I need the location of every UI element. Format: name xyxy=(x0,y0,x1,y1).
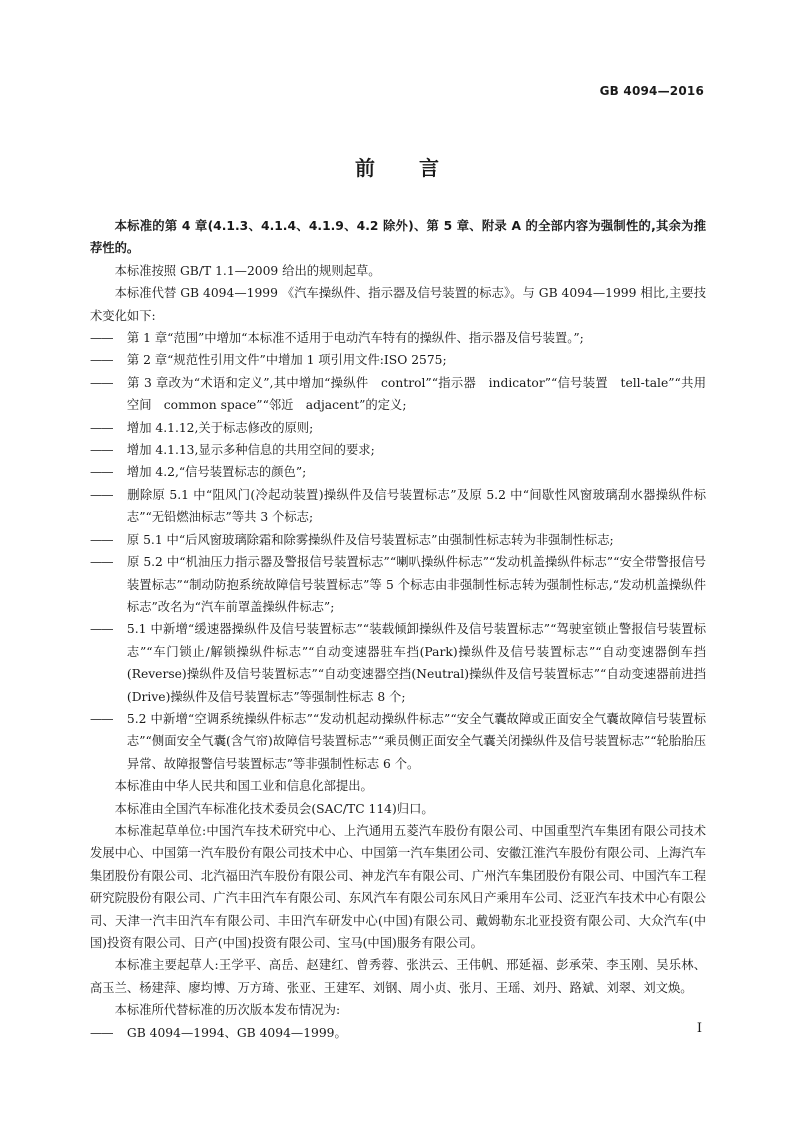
proposer-paragraph: 本标准由中华人民共和国工业和信息化部提出。 xyxy=(114,779,373,794)
change-item: —— 第 3 章改为“术语和定义”,其中增加“操纵件 control”“指示器 indicator”“信号装置 tell-tale”“共用空间 common space”“邻近 adjacent”的定义; xyxy=(90,375,706,413)
change-item: —— 增加 4.1.13,显示多种信息的共用空间的要求; xyxy=(90,443,375,458)
page-number: I xyxy=(696,1021,702,1036)
change-item: —— 删除原 5.1 中“阻风门(冷起动装置)操纵件及信号装置标志”及原 5.2 中“间歇性风窗玻璃刮水器操纵件标志”“无铅燃油标志”等共 3 个标志; xyxy=(90,487,706,525)
history-intro-paragraph: 本标准所代替标准的历次版本发布情况为: xyxy=(114,1003,341,1018)
change-item: —— 原 5.2 中“机油压力指示器及警报信号装置标志”“喇叭操纵件标志”“发动机盖操纵件标志”“安全带警报信号装置标志”“制动防抱系统故障信号装置标志”等 5 个标志由非强制性标志转为强制性标志,“发动机盖操纵件标志”改名为“汽车前罩盖操纵件标志”; xyxy=(90,555,706,614)
drafters-paragraph: 本标准主要起草人:王学平、高岳、赵建红、曾秀蓉、张洪云、王伟帆、邢延福、彭承荣、李玉刚、吴乐林、高玉兰、杨建萍、廖均博、万方琦、张亚、王建军、刘钢、周小贞、张月、王瑶、刘丹、路斌、刘翠、刘文焕。 xyxy=(90,958,706,995)
change-item: —— 第 2 章“规范性引用文件”中增加 1 项引用文件:ISO 2575; xyxy=(90,353,447,368)
drafting-units-paragraph: 本标准起草单位:中国汽车技术研究中心、上汽通用五菱汽车股份有限公司、中国重型汽车集团有限公司技术发展中心、中国第一汽车股份有限公司技术中心、中国第一汽车集团公司、安徽江淮汽车股份有限公司、上海汽车集团股份有限公司、北汽福田汽车股份有限公司、神龙汽车有限公司、广州汽车集团股份有限公司、中国汽车工程研究院股份有限公司、广汽丰田汽车有限公司、东风汽车有限公司东风日产乘用车公司、泛亚汽车技术中心有限公司、天津一汽丰田汽车有限公司、丰田汽车研发中心(中国)有限公司、戴姆勒东北亚投资有限公司、大众汽车(中国)投资有限公司、日产(中国)投资有限公司、宝马(中国)服务有限公司。 xyxy=(90,823,706,950)
change-item: —— 原 5.1 中“后风窗玻璃除霜和除雾操纵件及信号装置标志”由强制性标志转为非强制性标志; xyxy=(90,532,614,547)
replacement-paragraph: 本标准代替 GB 4094—1999 《汽车操纵件、指示器及信号装置的标志》。与 GB 4094—1999 相比,主要技术变化如下: xyxy=(90,286,706,323)
standard-code: GB 4094—2016 xyxy=(599,84,704,98)
change-item: —— 增加 4.2,“信号装置标志的颜色”; xyxy=(90,465,307,480)
foreword-body xyxy=(90,215,706,1044)
page-title: 前言 xyxy=(355,156,483,180)
change-item: —— 增加 4.1.12,关于标志修改的原则; xyxy=(90,420,314,435)
mandatory-statement: 本标准的第 4 章(4.1.3、4.1.4、4.1.9、4.2 除外)、第 5 章、附录 A 的全部内容为强制性的,其余为推荐性的。 xyxy=(90,219,706,256)
change-item: —— 第 1 章“范围”中增加“本标准不适用于电动汽车特有的操纵件、指示器及信号装置。”; xyxy=(90,331,584,346)
drafting-rule-paragraph: 本标准按照 GB/T 1.1—2009 给出的规则起草。 xyxy=(114,263,381,278)
change-item: —— 5.2 中新增“空调系统操纵件标志”“发动机起动操纵件标志”“安全气囊故障或正面安全气囊故障信号装置标志”“侧面安全气囊(含气帘)故障信号装置标志”“乘员侧正面安全气囊关闭操纵件及信号装置标志”“轮胎胎压异常、故障报警信号装置标志”等非强制性标志 6 个。 xyxy=(90,711,706,771)
centralized-paragraph: 本标准由全国汽车标准化技术委员会(SAC/TC 114)归口。 xyxy=(114,801,434,816)
change-item: —— 5.1 中新增“缓速器操纵件及信号装置标志”“装载倾卸操纵件及信号装置标志”“驾驶室锁止警报信号装置标志”“车门锁止/解锁操纵件标志”“自动变速器驻车挡(Park)操纵件及信号装置标志”“自动变速器倒车挡(Reverse)操纵件及信号装置标志”“自动变速器空挡(Neutral)操纵件及信号装置标志”“自动变速器前进挡(Drive)操纵件及信号装置标志”等强制性标志 8 个; xyxy=(90,622,706,704)
history-item: —— GB 4094—1994、GB 4094—1999。 xyxy=(90,1025,347,1040)
